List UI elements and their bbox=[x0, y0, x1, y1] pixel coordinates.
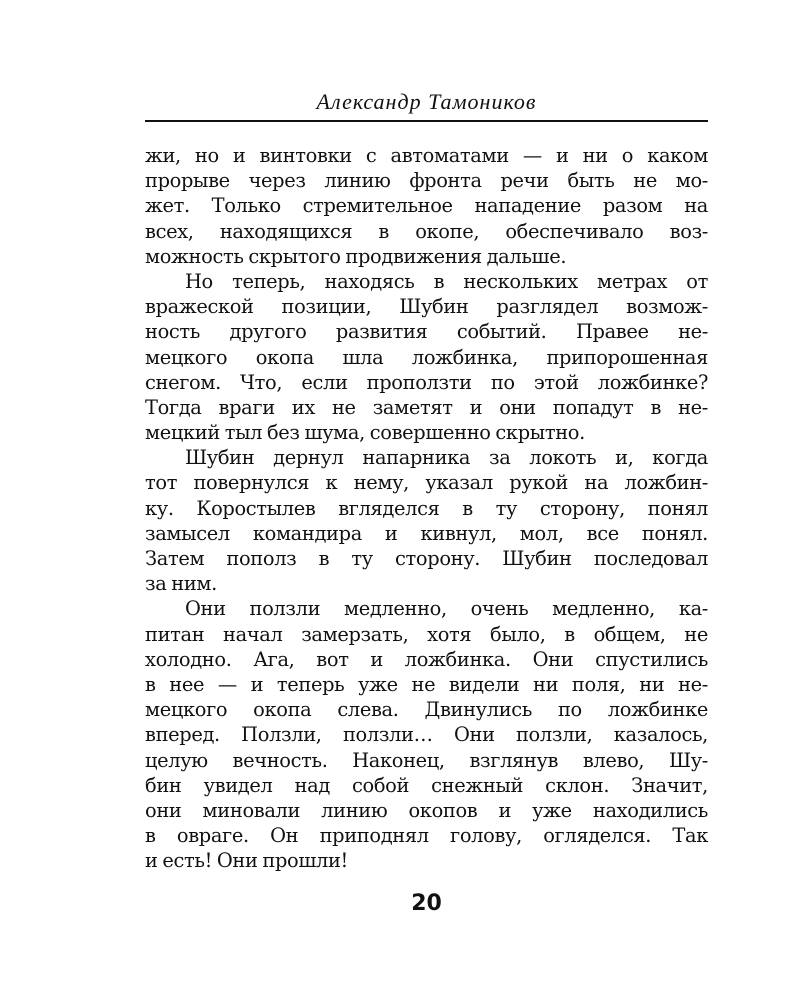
text-line: ность другого развития событий. Правее не- bbox=[145, 320, 708, 344]
header-divider bbox=[145, 120, 708, 122]
text-line: мецкого окопа слева. Двинулись по ложбинке bbox=[145, 698, 708, 722]
text-line: вражеской позиции, Шубин разглядел возмож- bbox=[145, 295, 708, 319]
body-text bbox=[145, 143, 708, 873]
text-line: можность скрытого продвижения дальше. bbox=[145, 244, 567, 268]
text-line: Затем пополз в ту сторону. Шубин последовал bbox=[145, 547, 708, 570]
text-line: замысел командира и кивнул, мол, все понял. bbox=[145, 521, 708, 545]
text-line: в нее — и теперь уже не видели ни поля, ни не- bbox=[145, 672, 708, 696]
text-line: Шубин дернул напарника за локоть и, когда bbox=[185, 446, 708, 470]
text-line: за ним. bbox=[145, 572, 217, 596]
text-line: жи, но и винтовки с автоматами — и ни о каком bbox=[145, 144, 708, 167]
text-line: тот повернулся к нему, указал рукой на ложбин- bbox=[145, 471, 708, 495]
text-line: мецкий тыл без шума, совершенно скрытно. bbox=[145, 421, 585, 445]
text-line: прорыве через линию фронта речи быть не мо- bbox=[145, 169, 708, 193]
text-line: питан начал замерзать, хотя было, в общем, не bbox=[145, 622, 708, 646]
text-line: жет. Только стремительное нападение разом на bbox=[145, 194, 708, 218]
text-line: Тогда враги их не заметят и они попадут в не- bbox=[145, 395, 708, 419]
text-line: в овраге. Он приподнял голову, огляделся. Так bbox=[145, 824, 708, 848]
text-line: целую вечность. Наконец, взглянув влево, Шу- bbox=[145, 748, 708, 772]
page-number: 20 bbox=[411, 891, 442, 916]
running-head-author: Александр Тамоников bbox=[316, 89, 537, 114]
text-line: холодно. Ага, вот и ложбинка. Они спустились bbox=[145, 647, 708, 671]
text-line: вперед. Ползли, ползли… Они ползли, казалось, bbox=[145, 723, 708, 747]
text-line: Они ползли медленно, очень медленно, ка- bbox=[185, 597, 708, 621]
text-line: снегом. Что, если проползти по этой ложбинке? bbox=[145, 370, 708, 394]
text-line: и есть! Они прошли! bbox=[145, 849, 348, 873]
text-line: мецкого окопа шла ложбинка, припорошенная bbox=[145, 345, 708, 369]
text-line: ку. Коростылев вгляделся в ту сторону, понял bbox=[145, 496, 708, 520]
text-line: Но теперь, находясь в нескольких метрах от bbox=[185, 269, 708, 293]
text-line: они миновали линию окопов и уже находились bbox=[145, 798, 708, 822]
text-line: бин увидел над собой снежный склон. Значит, bbox=[145, 773, 708, 797]
text-line: всех, находящихся в окопе, обеспечивало воз- bbox=[145, 219, 708, 243]
